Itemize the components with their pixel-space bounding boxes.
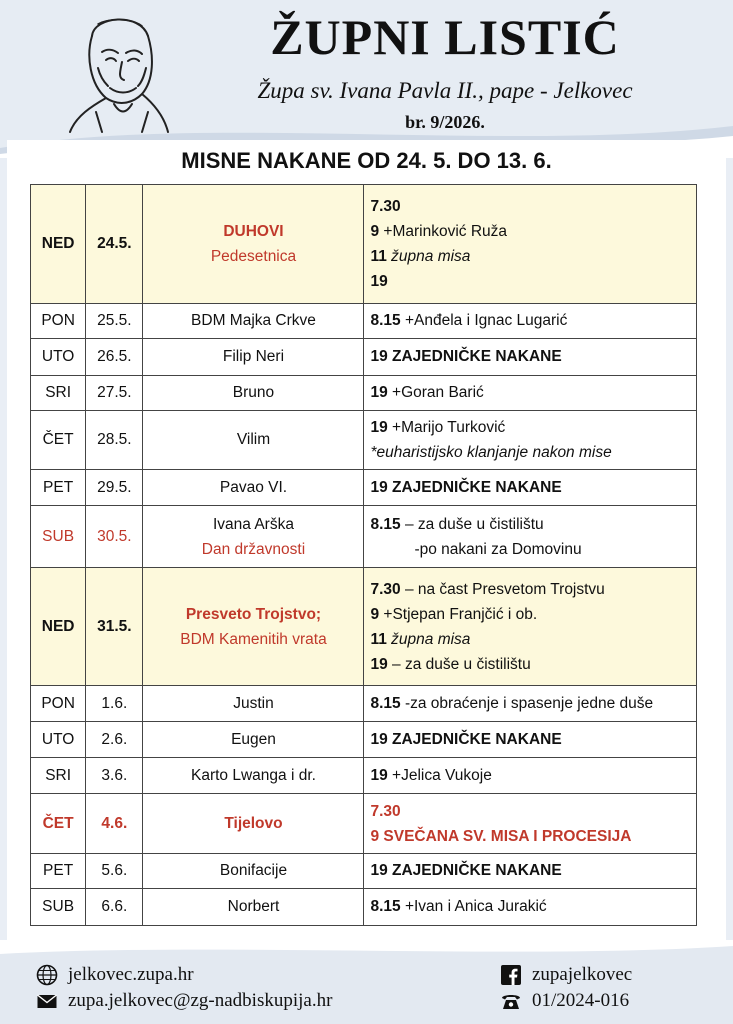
feast-subname: Pedesetnica (210, 248, 297, 265)
mass-line: 7.30 – na čast Presvetom Trojstvu (370, 580, 605, 598)
phone-text: 01/2024-016 (532, 990, 630, 1011)
saint-cell (143, 185, 364, 304)
day-cell: NED (31, 185, 86, 304)
mass-cell (364, 794, 697, 854)
date-cell: 24.5. (86, 185, 143, 304)
date-cell: 28.5. (86, 411, 143, 470)
saint-cell: Eugen (143, 722, 364, 758)
day-cell: SRI (31, 376, 86, 411)
date-cell: 25.5. (86, 304, 143, 339)
schedule-row (31, 686, 697, 722)
mass-line: 7.30 (370, 198, 401, 215)
saint-cell: Filip Neri (143, 339, 364, 376)
date-cell: 4.6. (86, 794, 143, 854)
mass-cell: 19 ZAJEDNIČKE NAKANE (364, 854, 697, 889)
mass-cell: 19 ZAJEDNIČKE NAKANE (364, 722, 697, 758)
saint-cell: Justin (143, 686, 364, 722)
envelope-icon (36, 990, 58, 1012)
saint-cell: Karto Lwanga i dr. (143, 758, 364, 794)
saint-cell: Pavao VI. (143, 470, 364, 506)
mass-note: *euharistijsko klanjanje nakon mise (370, 444, 612, 461)
mass-line: 19 (370, 273, 388, 290)
mass-line: 11 župna misa (370, 630, 471, 648)
saint-cell: Bruno (143, 376, 364, 411)
date-cell: 31.5. (86, 568, 143, 686)
schedule-row (31, 506, 697, 568)
day-cell: NED (31, 568, 86, 686)
section-title: MISNE NAKANE OD 24. 5. DO 13. 6. (181, 148, 552, 173)
mass-cell: 19 ZAJEDNIČKE NAKANE (364, 470, 697, 506)
mass-line: 8.15 – za duše u čistilištu (370, 515, 544, 533)
footer-wave (0, 940, 733, 960)
mass-line: 9 +Marinković Ruža (370, 223, 508, 240)
day-cell: PET (31, 470, 86, 506)
mass-line: 7.30 (370, 802, 401, 820)
mass-line: 19 – za duše u čistilištu (370, 655, 531, 673)
date-cell: 5.6. (86, 854, 143, 889)
schedule-row (31, 854, 697, 889)
saint-name: Ivana Arška (212, 515, 294, 533)
facebook-link[interactable] (500, 964, 632, 986)
schedule-row (31, 470, 697, 506)
mass-cell: 19 ZAJEDNIČKE NAKANE (364, 339, 697, 376)
schedule-row (31, 722, 697, 758)
day-cell: SUB (31, 506, 86, 568)
mass-cell: 19 +Goran Barić (364, 376, 697, 411)
telephone-icon (500, 990, 522, 1012)
feast-name: Presveto Trojstvo; (185, 605, 322, 623)
schedule-row (31, 185, 697, 304)
facebook-icon (500, 964, 522, 986)
feast-name: DUHOVI (223, 223, 284, 240)
schedule-row (31, 758, 697, 794)
saint-cell: BDM Majka Crkve (143, 304, 364, 339)
mass-cell (364, 568, 697, 686)
mass-cell: 19 +Jelica Vukoje (364, 758, 697, 794)
mass-line: 9 +Stjepan Franjčić i ob. (370, 605, 538, 623)
day-cell: UTO (31, 722, 86, 758)
date-cell: 2.6. (86, 722, 143, 758)
schedule-row (31, 889, 697, 926)
schedule-row (31, 304, 697, 339)
saint-cell: Tijelovo (143, 794, 364, 854)
day-cell: ČET (31, 411, 86, 470)
mass-line: 9 SVEČANA SV. MISA I PROCESIJA (370, 827, 632, 845)
saint-cell (143, 506, 364, 568)
mass-cell: 8.15 +Anđela i Ignac Lugarić (364, 304, 697, 339)
day-cell: SRI (31, 758, 86, 794)
date-cell: 30.5. (86, 506, 143, 568)
day-cell: PET (31, 854, 86, 889)
facebook-text: zupajelkovec (532, 964, 633, 985)
schedule-row (31, 411, 697, 470)
mass-cell: 8.15 -za obraćenje i spasenje jedne duše (364, 686, 697, 722)
schedule-row (31, 376, 697, 411)
saint-cell: Vilim (143, 411, 364, 470)
mass-cell (364, 411, 697, 470)
saint-cell: Norbert (143, 889, 364, 926)
date-cell: 27.5. (86, 376, 143, 411)
day-cell: SUB (31, 889, 86, 926)
date-cell: 29.5. (86, 470, 143, 506)
mass-line: 19 +Marijo Turković (370, 419, 506, 436)
date-cell: 3.6. (86, 758, 143, 794)
email-link[interactable] (36, 990, 332, 1012)
bulletin-title: ŽUPNI LISTIĆ (270, 9, 620, 65)
schedule-row (31, 339, 697, 376)
mass-cell (364, 185, 697, 304)
mass-line: -po nakani za Domovinu (414, 540, 582, 558)
parish-subtitle: Župa sv. Ivana Pavla II., pape - Jelkovec (257, 78, 633, 103)
mass-cell (364, 506, 697, 568)
date-cell: 26.5. (86, 339, 143, 376)
date-cell: 6.6. (86, 889, 143, 926)
feast-subname: BDM Kamenitih vrata (180, 630, 327, 648)
saint-cell (143, 568, 364, 686)
day-cell: PON (31, 304, 86, 339)
issue-number: br. 9/2026. (405, 112, 485, 132)
email-text: zupa.jelkovec@zg-nadbiskupija.hr (68, 990, 333, 1011)
day-cell: ČET (31, 794, 86, 854)
saint-cell: Bonifacije (143, 854, 364, 889)
pope-portrait-drawing (62, 6, 170, 134)
mass-line: 11 župna misa (370, 248, 471, 265)
mass-schedule-table (30, 184, 697, 926)
date-cell: 1.6. (86, 686, 143, 722)
globe-icon (36, 964, 58, 986)
holiday-name: Dan državnosti (201, 540, 306, 558)
website-text: jelkovec.zupa.hr (68, 964, 194, 985)
phone-link[interactable] (500, 990, 629, 1012)
schedule-row (31, 568, 697, 686)
schedule-row (31, 794, 697, 854)
day-cell: PON (31, 686, 86, 722)
website-link[interactable] (36, 964, 194, 986)
day-cell: UTO (31, 339, 86, 376)
mass-cell: 8.15 +Ivan i Anica Jurakić (364, 889, 697, 926)
